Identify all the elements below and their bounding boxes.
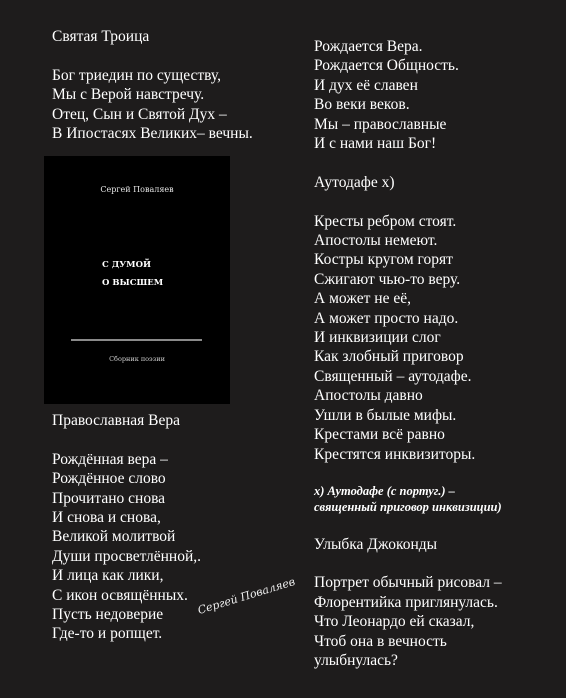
poem-line: Чтоб она в вечность <box>314 632 447 650</box>
poem-line: Портрет обычный рисовал – <box>314 574 502 592</box>
poem-line: Крестятся инквизиторы. <box>314 445 476 463</box>
poem-title: Святая Троица <box>52 28 150 45</box>
poem-line: В Ипостасях Великих– вечны. <box>52 125 253 143</box>
poem-title: Православная Вера <box>52 412 181 429</box>
poem-line: Рождённая вера – <box>52 450 168 468</box>
right-column <box>314 37 564 671</box>
footnote-line: священный приговор инквизиции) <box>314 500 502 515</box>
book-title <box>102 256 163 292</box>
poem-line: Флорентийка приглянулась. <box>314 593 498 611</box>
poem-line: Костры кругом горят <box>314 251 453 269</box>
poem-line: Пусть недоверие <box>52 606 164 624</box>
poem-line: Рождённое слово <box>52 470 166 488</box>
poem-line: Мы – православные <box>314 115 447 133</box>
poem-line: И дух её славен <box>314 76 418 94</box>
poem-line: Рождается Общность. <box>314 57 459 75</box>
book-title-line: С ДУМОЙ <box>102 260 152 270</box>
poem-line: Ушли в былые мифы. <box>314 406 457 424</box>
book-subtitle: Сборник поэзии <box>109 355 165 363</box>
book-title-line: О ВЫСШЕМ <box>102 278 164 288</box>
poem-line: Где-то и ропщет. <box>52 625 163 643</box>
author-signature: Сергей Поваляев <box>196 575 297 617</box>
book-divider <box>71 339 202 341</box>
poem-title: Улыбка Джоконды <box>314 535 438 553</box>
book-author: Сергей Поваляев <box>100 185 174 194</box>
poem-line: Бог триедин по существу, <box>52 66 221 84</box>
poem-line: Сжигают чью-то веру. <box>314 270 461 288</box>
poem-line: Кресты ребром стоят. <box>314 212 457 230</box>
poem-line: И лица как лики, <box>52 567 164 585</box>
poem-line: Апостолы давно <box>314 387 423 405</box>
footnote-line: х) Аутодафе (с португ.) – <box>314 484 455 499</box>
poem-line: И инквизиции слог <box>314 329 441 347</box>
poem-line: Отец, Сын и Святой Дух – <box>52 105 227 123</box>
left-column-lower <box>52 411 302 644</box>
poem-line: Как злобный приговор <box>314 348 464 366</box>
poem-line: Крестами всё равно <box>314 426 445 444</box>
poem-line: Апостолы немеют. <box>314 232 438 250</box>
poem-line: Рождается Вера. <box>314 38 423 55</box>
poem-line: С икон освящённых. <box>52 586 188 604</box>
poem-line: А может просто надо. <box>314 309 459 327</box>
poem-line: Мы с Верой навстречу. <box>52 86 205 104</box>
poem-line: И с нами наш Бог! <box>314 135 437 153</box>
poem-line: Души просветлённой,. <box>52 547 201 565</box>
poem-line: улыбнулась? <box>314 652 398 670</box>
poem-line: Великой молитвой <box>52 528 176 546</box>
poem-title: Аутодафе х) <box>314 173 395 191</box>
poem-line: И снова и снова, <box>52 509 161 527</box>
poem-line: Что Леонардо ей сказал, <box>314 613 475 631</box>
poem-line: Прочитано снова <box>52 489 166 507</box>
book-cover <box>44 156 230 404</box>
poem-line: А может не её, <box>314 290 411 308</box>
poem-line: Священный – аутодафе. <box>314 367 472 385</box>
poem-line: Во веки веков. <box>314 96 410 114</box>
left-column <box>52 27 302 143</box>
